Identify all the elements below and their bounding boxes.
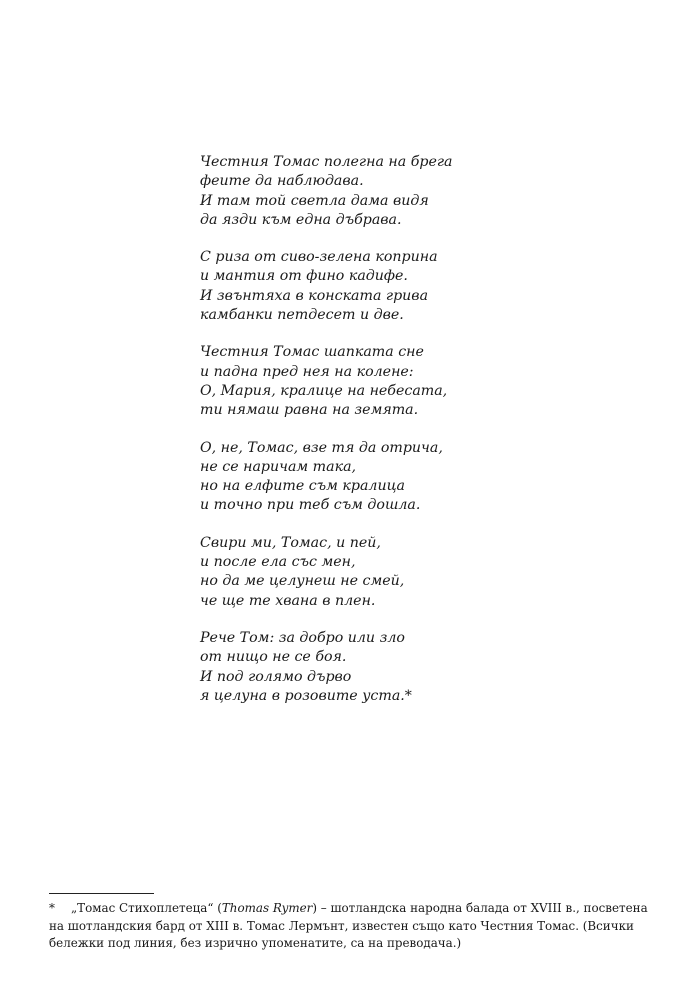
poem-line: О, не, Томас, взе тя да отрича, [200, 439, 443, 456]
poem-line: Свири ми, Томас, и пей, [200, 534, 381, 551]
poem-line: и точно при теб съм дошла. [200, 497, 421, 514]
poem-line: и падна пред нея на колене: [200, 363, 414, 380]
poem-line: Честния Томас шапката сне [200, 344, 424, 361]
footnote-text: ) – шотландска народна балада от XVIII в., посветена [312, 901, 648, 915]
stanza [200, 439, 530, 516]
footnote-marker: * [49, 901, 55, 915]
poem-line: ти нямаш равна на земята. [200, 402, 419, 419]
poem-line: И там той светла дама видя [200, 192, 429, 209]
footnote-line: на шотландския бард от XIII в. Томас Лермънт, известен също като Честния Томас. (Всички [49, 918, 634, 933]
poem-line: но да ме целунеш не смей, [200, 573, 405, 590]
poem-line: я целуна в розовите уста.* [200, 687, 412, 704]
stanza [200, 534, 530, 611]
poem-line: да язди към една дъбрава. [200, 211, 402, 228]
poem-line: и после ела със мен, [200, 554, 356, 571]
poem-line: че ще те хвана в плен. [200, 592, 376, 609]
poem-line: И под голямо дърво [200, 668, 352, 685]
poem-line: И звънтяха в конската грива [200, 287, 429, 304]
poem-line: но на елфите съм кралица [200, 478, 405, 495]
poem-line: С риза от сиво-зелена коприна [200, 249, 438, 266]
footnote-line [49, 900, 654, 918]
footnote [49, 900, 654, 953]
poem-line: Честния Томас полегна на брега [200, 154, 453, 170]
poem-line: от нищо не се боя. [200, 649, 347, 666]
poem [200, 153, 530, 724]
poem-line: и мантия от фино кадифе. [200, 268, 408, 285]
stanza [200, 343, 530, 420]
poem-line: феите да наблюдава. [200, 173, 364, 190]
poem-line: не се наричам така, [200, 458, 357, 475]
stanza [200, 629, 530, 706]
footnote-line: бележки под линия, без изрично упоменатите, са на преводача.) [49, 936, 462, 950]
poem-line: камбанки петдесет и две. [200, 307, 404, 324]
poem-line: Рече Том: за добро или зло [200, 629, 405, 646]
footnote-title: „Томас Стихоплетеца“ ( [71, 901, 222, 915]
stanza [200, 153, 530, 230]
poem-line: О, Мария, кралице на небесата, [200, 382, 448, 399]
footnote-divider [49, 893, 154, 894]
footnote-title-original: Thomas Rymer [221, 901, 313, 915]
stanza [200, 248, 530, 325]
